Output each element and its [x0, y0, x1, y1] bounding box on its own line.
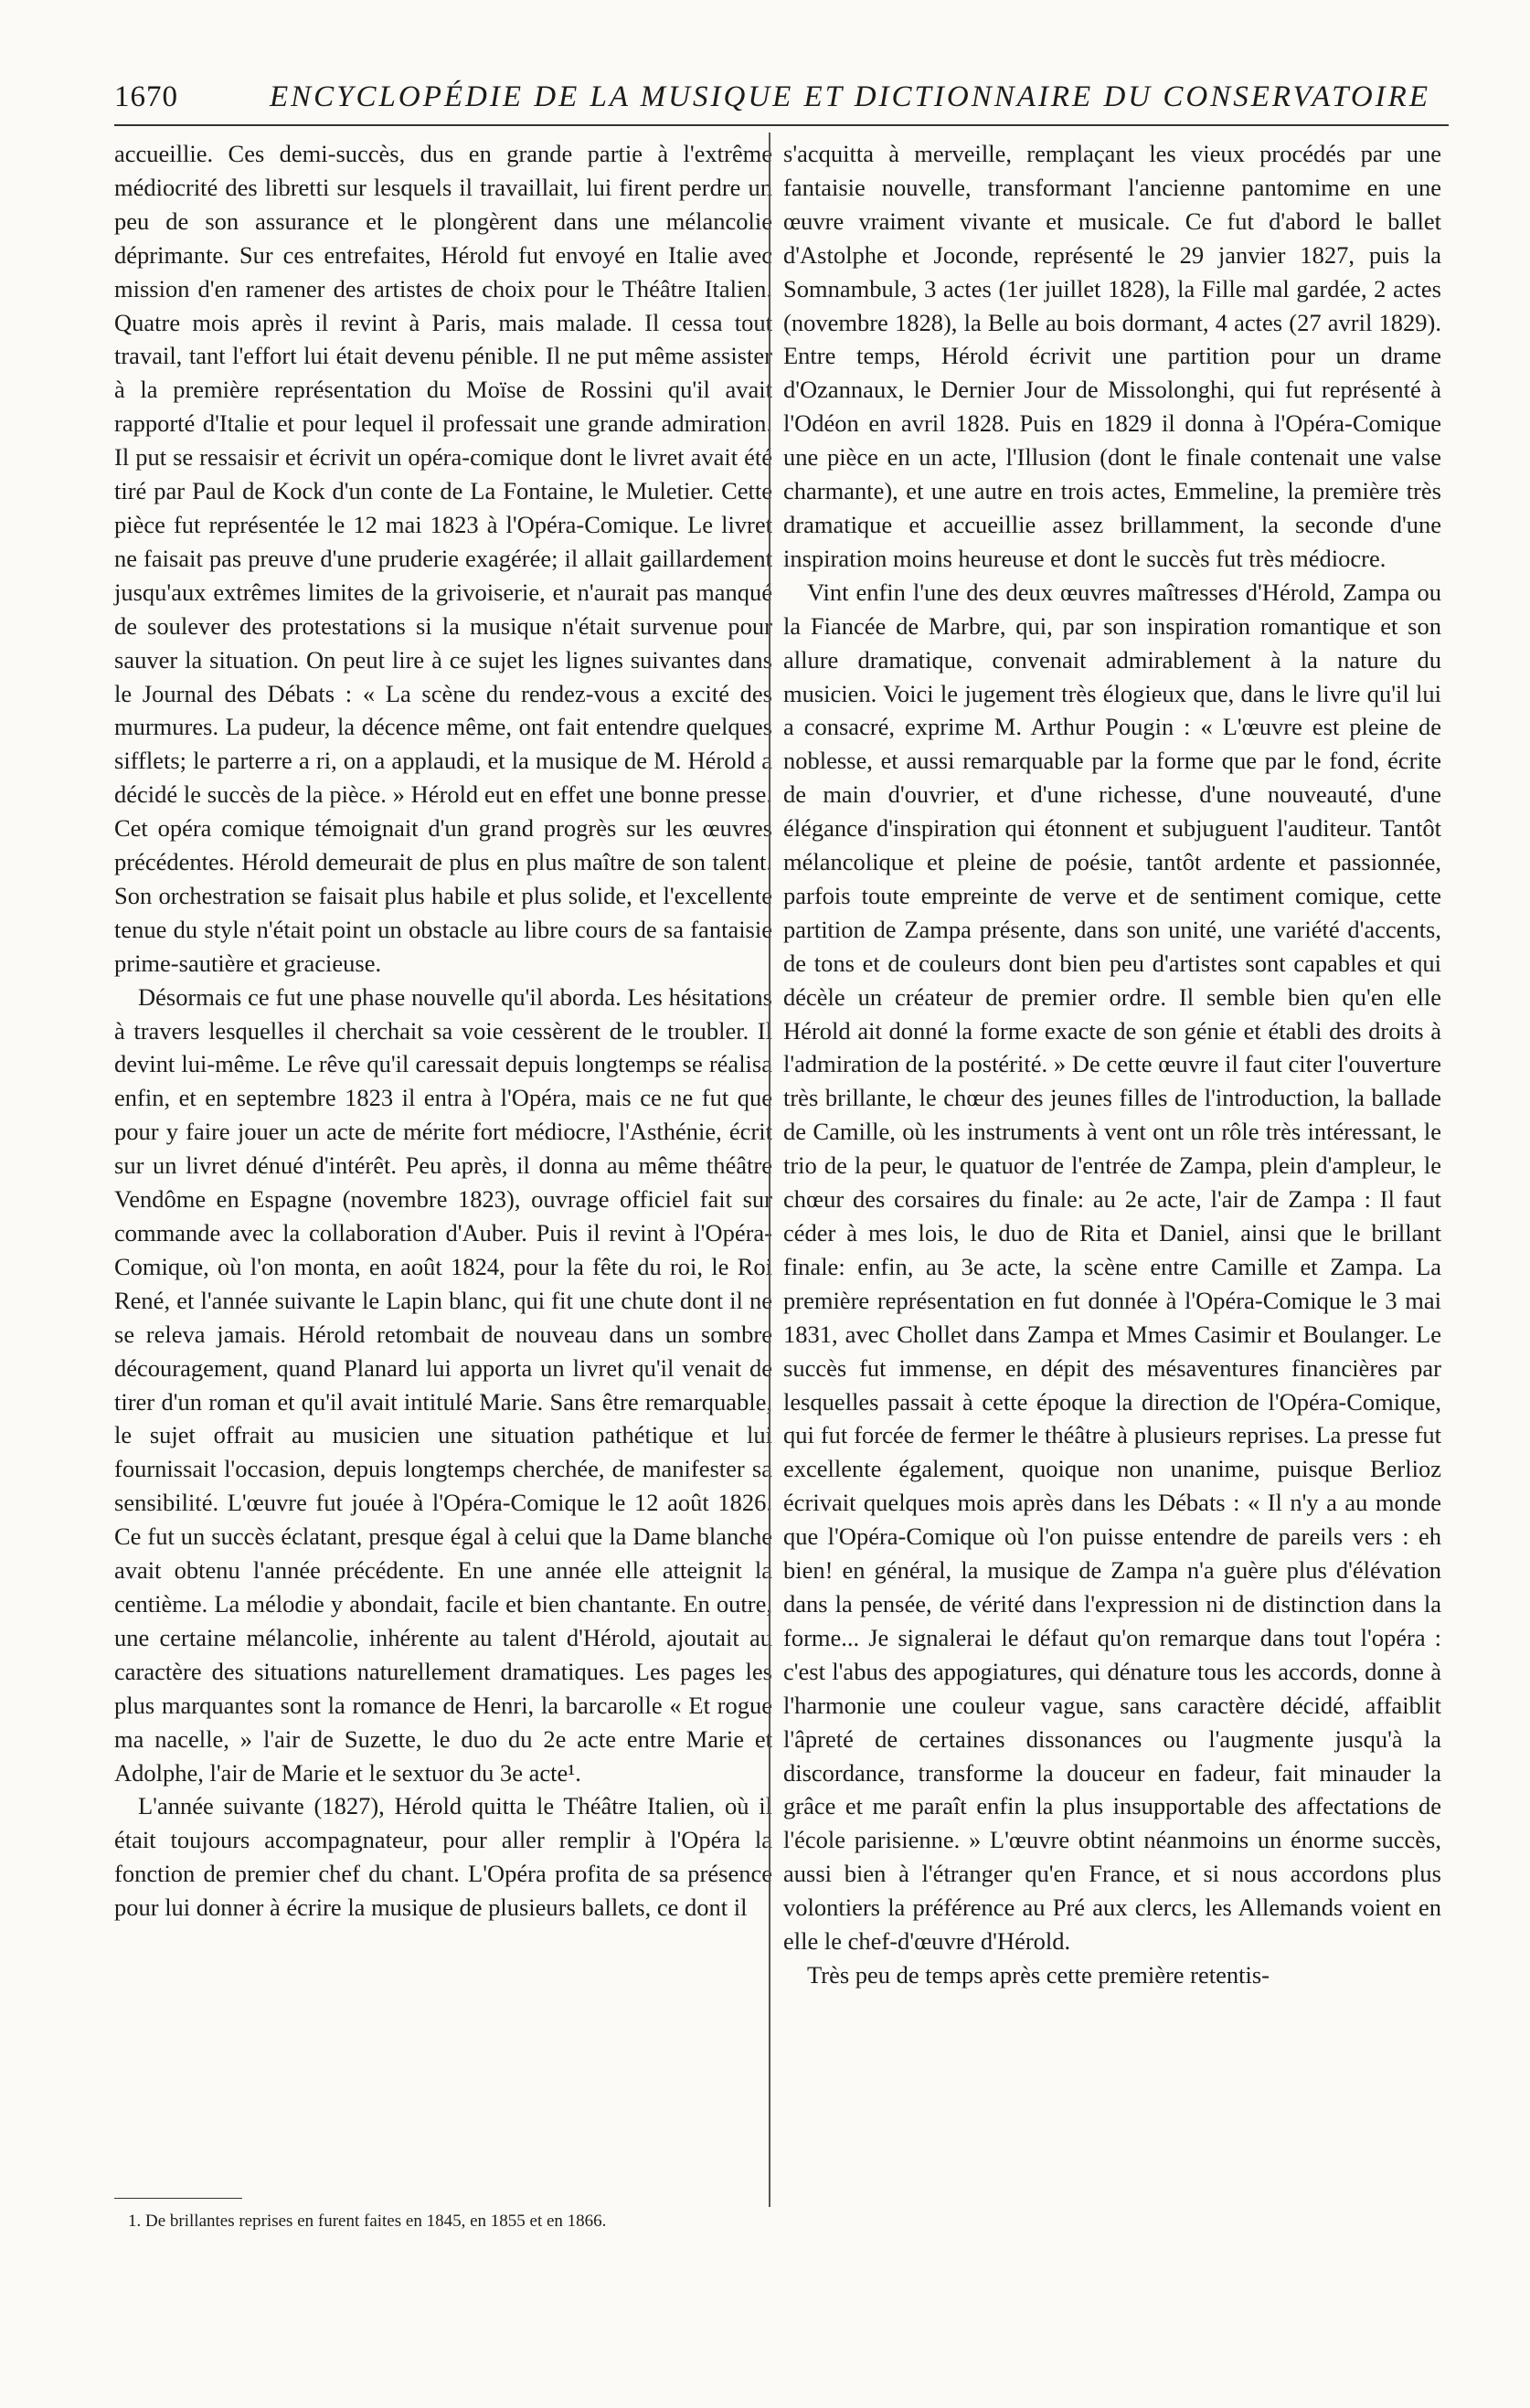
- left-paragraph-3: L'année suivante (1827), Hérold quitta le Théâtre Italien, où il était toujours accompagnateur, pour aller remplir à l'Opéra la fonction de premier chef du chant. L'Opéra profita de sa présence pour lui donner à écrire la musique de plusieurs ballets, ce dont il: [114, 1792, 772, 1922]
- page-header: [114, 80, 1430, 122]
- right-paragraph-2: Vint enfin l'une des deux œuvres maîtresses d'Hérold, Zampa ou la Fiancée de Marbre, qui, par son inspiration romantique et son allure dramatique, convenait admirablement à la nature du musicien. Voici le jugement très élogieux que, dans le livre qu'il lui a consacré, exprime M. Arthur Pougin : « L'œuvre est pleine de noblesse, et aussi remarquable par la forme que par le fond, écrite de main d'ouvrier, et d'une richesse, d'une nouveauté, d'une élégance d'inspiration qui étonnent et subjuguent l'auditeur. Tantôt mélancolique et pleine de poésie, tantôt ardente et passionnée, parfois toute empreinte de verve et de sentiment comique, cette partition de Zampa présente, dans son unité, une variété d'accents, de tons et de couleurs dont bien peu d'artistes sont capables et qui décèle un créateur de premier ordre. Il semble bien qu'en elle Hérold ait donné la forme exacte de son génie et établi des droits à l'admiration de la postérité. » De cette œuvre il faut citer l'ouverture très brillante, le chœur des jeunes filles de l'introduction, la ballade de Camille, où les instruments à vent ont un rôle très intéressant, le trio de la peur, le quatuor de l'entrée de Zampa, plein d'ampleur, le chœur des corsaires du finale: au 2e acte, l'air de Zampa : Il faut céder à mes lois, le duo de Rita et Daniel, ainsi que le brillant finale: enfin, au 3e acte, la scène entre Camille et Zampa. La première représentation en fut donnée à l'Opéra-Comique le 3 mai 1831, avec Chollet dans Zampa et Mmes Casimir et Boulanger. Le succès fut immense, en dépit des mésaventures financières par lesquelles passait à cette époque la direction de l'Opéra-Comique, qui fut forcée de fermer le théâtre à plusieurs reprises. La presse fut excellente également, quoique non unanime, puisque Berlioz écrivait quelques mois après dans les Débats : « Il n'y a au monde que l'Opéra-Comique où l'on puisse entendre de pareils vers : eh bien! en général, la musique de Zampa n'a guère plus d'élévation dans la pensée, de vérité dans l'expression ni de distinction dans la forme... Je signalerai le défaut qu'on remarque dans tout l'opéra : c'est l'abus des appogiatures, qui dénature tous les accords, donne à l'harmonie une couleur vague, sans caractère décidé, affaiblit l'âpreté de certaines dissonances ou l'augmente jusqu'à la discordance, transforme la douceur en fadeur, fait minauder la grâce et me paraît enfin la plus insupportable des affectations de l'école parisienne. » L'œuvre obtint néanmoins un énorme succès, aussi bien à l'étranger qu'en France, et si nous accordons plus volontiers la préférence au Pré aux clercs, les Allemands voient en elle le chef-d'œuvre d'Hérold.: [783, 578, 1441, 1956]
- header-rule: [114, 124, 1449, 126]
- right-paragraph-1: s'acquitta à merveille, remplaçant les vieux procédés par une fantaisie nouvelle, transformant l'ancienne pantomime en une œuvre vraiment vivante et musicale. Ce fut d'abord le ballet d'Astolphe et Joconde, représenté le 29 janvier 1827, puis la Somnambule, 3 actes (1er juillet 1828), la Fille mal gardée, 2 actes (novembre 1828), la Belle au bois dormant, 4 actes (27 avril 1829). Entre temps, Hérold écrivit une partition pour un drame d'Ozannaux, le Dernier Jour de Missolonghi, qui fut représenté à l'Odéon en avril 1828. Puis en 1829 il donna à l'Opéra-Comique une pièce en un acte, l'Illusion (dont le finale contenait une valse charmante), et une autre en trois actes, Emmeline, la première très dramatique et accueillie assez brillamment, la seconde d'une inspiration moins heureuse et dont le succès fut très médiocre.: [783, 140, 1441, 572]
- running-title: ENCYCLOPÉDIE DE LA MUSIQUE ET DICTIONNAIRE DU CONSERVATOIRE: [270, 80, 1430, 113]
- right-column: [783, 137, 1441, 1992]
- left-paragraph-2: Désormais ce fut une phase nouvelle qu'il aborda. Les hésitations à travers lesquelles il cherchait sa voie cessèrent de le troubler. Il devint lui-même. Le rêve qu'il caressait depuis longtemps se réalisa enfin, et en septembre 1823 il entra à l'Opéra, mais ce ne fut que pour y faire jouer un acte de mérite fort médiocre, l'Asthénie, écrit sur un livret dénué d'intérêt. Peu après, il donna au même théâtre Vendôme en Espagne (novembre 1823), ouvrage officiel fait sur commande avec la collaboration d'Auber. Puis il revint à l'Opéra-Comique, où l'on monta, en août 1824, pour la fête du roi, le Roi René, et l'année suivante le Lapin blanc, qui fit une chute dont il ne se releva jamais. Hérold retombait de nouveau dans un sombre découragement, quand Planard lui apporta un livret qu'il venait de tirer d'un roman et qu'il avait intitulé Marie. Sans être remarquable, le sujet offrait au musicien une situation pathétique et lui fournissait l'occasion, depuis longtemps cherchée, de manifester sa sensibilité. L'œuvre fut jouée à l'Opéra-Comique le 12 août 1826. Ce fut un succès éclatant, presque égal à celui que la Dame blanche avait obtenu l'année précédente. En une année elle atteignit la centième. La mélodie y abondait, facile et bien chantante. En outre, une certaine mélancolie, inhérente au talent d'Hérold, ajoutait au caractère des situations naturellement dramatiques. Les pages les plus marquantes sont la romance de Henri, la barcarolle « Et rogue ma nacelle, » l'air de Suzette, le duo du 2e acte entre Marie et Adolphe, l'air de Marie et le sextuor du 3e acte¹.: [114, 982, 772, 1787]
- footnote-rule: [114, 2198, 242, 2199]
- footnote: 1. De brillantes reprises en furent faites en 1845, en 1855 et en 1866.: [128, 2212, 607, 2231]
- right-paragraph-3: Très peu de temps après cette première retentis-: [807, 1960, 1270, 1989]
- column-divider: [769, 133, 770, 2207]
- left-column: [114, 137, 772, 1925]
- left-paragraph-1: accueillie. Ces demi-succès, dus en grande partie à l'extrême médiocrité des libretti sur lesquels il travaillait, lui firent perdre un peu de son assurance et le plongèrent dans une mélancolie déprimante. Sur ces entrefaites, Hérold fut envoyé en Italie avec mission d'en ramener des artistes de choix pour le Théâtre Italien. Quatre mois après il revint à Paris, mais malade. Il cessa tout travail, tant l'effort lui était devenu pénible. Il ne put même assister à la première représentation du Moïse de Rossini qu'il avait rapporté d'Italie et pour lequel il professait une grande admiration. Il put se ressaisir et écrivit un opéra-comique dont le livret avait été tiré par Paul de Kock d'un conte de La Fontaine, le Muletier. Cette pièce fut représentée le 12 mai 1823 à l'Opéra-Comique. Le livret ne faisait pas preuve d'une pruderie exagérée; il allait gaillardement jusqu'aux extrêmes limites de la grivoiserie, et n'aurait pas manqué de soulever des protestations si la musique n'était survenue pour sauver la situation. On peut lire à ce sujet les lignes suivantes dans le Journal des Débats : « La scène du rendez-vous a excité des murmures. La pudeur, la décence même, ont fait entendre quelques sifflets; le parterre a ri, on a applaudi, et la musique de M. Hérold a décidé le succès de la pièce. » Hérold eut en effet une bonne presse. Cet opéra comique témoignait d'un grand progrès sur les œuvres précédentes. Hérold demeurait de plus en plus maître de son talent. Son orchestration se faisait plus habile et plus solide, et l'excellente tenue du style n'était point un obstacle au libre cours de sa fantaisie prime-sautière et gracieuse.: [114, 140, 772, 977]
- page-number: 1670: [114, 80, 178, 113]
